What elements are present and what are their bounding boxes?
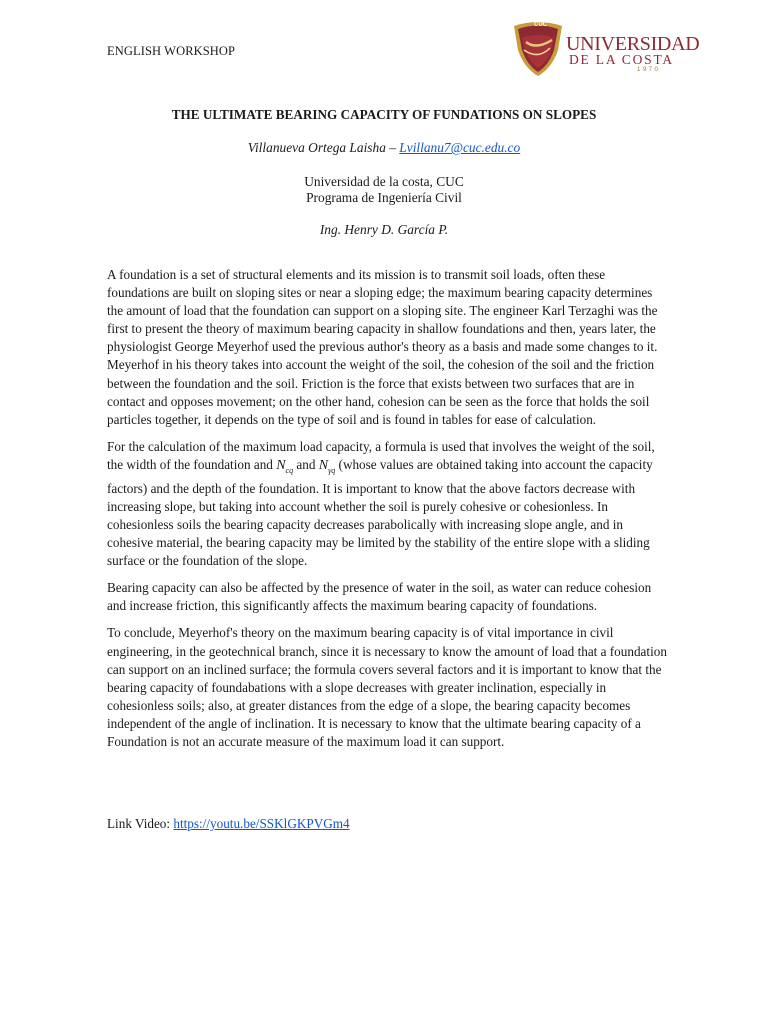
- shield-icon: [512, 20, 564, 78]
- logo-name-line1: UNIVERSIDAD: [566, 33, 700, 55]
- advisor: Ing. Henry D. García P.: [319, 222, 449, 237]
- symbol-n-cq: $N_{cq}$: [276, 457, 294, 475]
- institution: Universidad de la costa, CUC: [304, 174, 464, 189]
- program: Programa de Ingeniería Civil: [306, 190, 462, 205]
- paragraph-3: Bearing capacity can also be affected by the presence of water in the soil, as water can reduce cohesion and increase friction, this significantly affects the maximum bearing capacity of foundations.: [107, 580, 652, 614]
- logo-year: 1970: [637, 67, 661, 73]
- symbol-n-yq: $N_{\gamma q}$: [318, 457, 336, 475]
- paragraph-2: For the calculation of the maximum load capacity, a formula is used that involves the weight of the soil, the width of the foundation and $N_{cq}$ and $N_{\gamma q}$ (whose values are obtained taking into account the capacity factors) and the depth of the foundation. It is important to know that the above factors decrease with increasing slope, but taking into account whether the soil is purely cohesive or cohesionless. In cohesionless soils the bearing capacity decreases parabolically with increasing slope angle, and in cohesive material, the bearing capacity may be limited by the stability of the entire slope with a sliding surface or the foundation of the slope.: [107, 438, 655, 569]
- university-logo: [512, 20, 700, 80]
- video-label: Link Video:: [107, 816, 174, 831]
- author-email-link[interactable]: Lvillanu7@cuc.edu.co: [399, 140, 521, 155]
- video-link[interactable]: https://youtu.be/SSKlGKPVGm4: [173, 816, 350, 831]
- author-line: [0, 140, 768, 156]
- paragraph-4: To conclude, Meyerhof's theory on the maximum bearing capacity is of vital importance in civil engineering, in the geotechnical branch, since it is necessary to know the amount of load that a foundation can support on an inclined surface; the formula covers several factors and it is important to know that the bearing capacity of foundabations with a slope decreases with greater inclination, especially in cohesionless soils; also, at greater distances from the edge of a slope, the bearing capacity becomes independent of the angle of inclination. It is necessary to know that the ultimate bearing capacity of a Foundation is not an accurate measure of the maximum load it can support.: [107, 625, 667, 750]
- document-body: [107, 266, 667, 760]
- logo-badge: CUC: [534, 22, 547, 28]
- document-title: THE ULTIMATE BEARING CAPACITY OF FUNDATIONS ON SLOPES: [171, 107, 597, 122]
- paragraph-1: A foundation is a set of structural elements and its mission is to transmit soil loads, often these foundations are built on sloping sites or near a sloping edge; the maximum bearing capacity determines the amount of load that the foundation can support on a sloping site. The engineer Karl Terzaghi was the first to present the theory of maximum bearing capacity in shallow foundations and then, years later, the physiologist George Meyerhof used the previous author's theory as a basis and made some changes to it. Meyerhof in his theory takes into account the weight of the soil, the cohesion of the soil and the friction between the foundation and the soil. Friction is the force that exists between two surfaces that are in contact and opposes movement; on the other hand, cohesion can be seen as the force that holds the soil particles together, it depends on the type of soil and is found in tables for ease of calculation.: [107, 267, 658, 427]
- video-link-line: [107, 816, 350, 832]
- header-label: ENGLISH WORKSHOP: [107, 44, 236, 58]
- logo-name-line2: DE LA COSTA: [569, 52, 674, 67]
- author-name: Villanueva Ortega Laisha –: [247, 140, 400, 155]
